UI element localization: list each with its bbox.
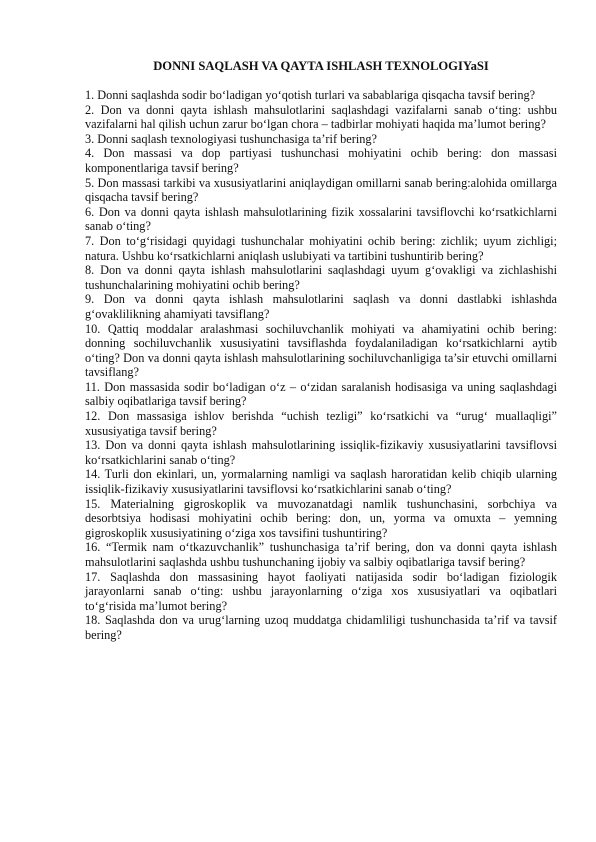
question-list [85,88,557,643]
question-item: 4. Don massasi va dop partiyasi tushunchasi mohiyatini ochib bering: don massasi komponentlariga tavsif bering? [85,146,557,175]
document-title: DONNI SAQLASH VA QAYTA ISHLASH TEXNOLOGIYaSI [153,59,489,73]
question-item: 5. Don massasi tarkibi va xususiyatlarini aniqlaydigan omillarni sanab bering:alohida omillarga qisqacha tavsif bering? [85,175,557,205]
question-item: 18. Saqlashda don va urug‘larning uzoq muddatga chidamliligi tushunchasida ta’rif va tavsif bering? [85,613,557,642]
question-item: 9. Don va donni qayta ishlash mahsulotlarini saqlash va donni dastlabki ishlashda g‘ovaklilikning ahamiyati tavsiflang? [85,292,557,321]
question-item: 7. Don to‘g‘risidagi quyidagi tushunchalar mohiyatini ochib bering: zichlik; uyum zichligi; natura. Ushbu ko‘rsatkichlarni aniqlash uslubiyati va tartibini tushuntirib bering? [85,233,557,263]
question-item: 13. Don va donni qayta ishlash mahsulotlarining issiqlik-fizikaviy xususiyatlarini tavsiflovsi ko‘rsatkichlarini sanab o‘ting? [85,438,557,467]
question-item: 6. Don va donni qayta ishlash mahsulotlarining fizik xossalarini tavsiflovchi ko‘rsatkichlarni sanab o‘ting? [85,204,557,234]
question-item: 8. Don va donni qayta ishlash mahsulotlarini saqlashdagi uyum g‘ovakligi va zichlashishi tushunchalarining mohiyatini ochib bering? [85,263,557,292]
question-item: 15. Materialning gigroskoplik va muvozanatdagi namlik tushunchasini, sorbchiya va desorbtsiya hodisasi mohiyatini ochib bering: don, un, yorma va omuxta – yemning gigroskoplik xususiyatining o‘ziga xos tavsifini tushuntiring? [85,496,557,540]
question-item: 11. Don massasida sodir bo‘ladigan o‘z – o‘zidan saralanish hodisasiga va uning saqlashdagi salbiy oqibatlariga tavsif bering? [85,379,557,409]
question-item: 14. Turli don ekinlari, un, yormalarning namligi va saqlash haroratidan kelib chiqib ularning issiqlik-fizikaviy xususiyatlarini tavsiflovsi ko‘rsatkichlarini sanab o‘ting? [85,467,557,497]
question-item: 16. “Termik nam o‘tkazuvchanlik” tushunchasiga ta’rif bering, don va donni qayta ishlash mahsulotlarini saqlashda ushbu tushunchaning ijobiy va salbiy oqibatlariga tavsif bering? [85,540,557,569]
question-item: 17. Saqlashda don massasining hayot faoliyati natijasida sodir bo‘ladigan fiziologik jarayonlarni sanab o‘ting: ushbu jarayonlarning o‘ziga xos xususiyatlari va oqibatlari to‘g‘risida ma’lumot bering? [85,569,557,613]
question-item: 3. Donni saqlash texnologiyasi tushunchasiga ta’rif bering? [85,131,377,146]
document-page [85,58,557,643]
question-item: 10. Qattiq moddalar aralashmasi sochiluvchanlik mohiyati va ahamiyatini ochib bering: donning sochiluvchanlik xususiyatini tavsiflashda foydalaniladigan ko‘rsatkichlarni aytib o‘ting? Don va donni qayta ishlash mahsulotlarining sochiluvchanligiga ta’sir etuvchi omillarni tavsiflang? [85,321,557,380]
question-item: 1. Donni saqlashda sodir bo‘ladigan yo‘qotish turlari va sabablariga qisqacha tavsif bering? [85,88,536,102]
question-item: 12. Don massasiga ishlov berishda “uchish tezligi” ko‘rsatkichi va “urug‘ muallaqligi” xususiyatiga tavsif bering? [85,409,557,438]
question-item: 2. Don va donni qayta ishlash mahsulotlarini saqlashdagi vazifalarni sanab o‘ting: ushbu vazifalarni hal qilish uchun zarur bo‘lgan chora – tadbirlar mohiyati haqida ma’lumot bering? [85,102,557,132]
